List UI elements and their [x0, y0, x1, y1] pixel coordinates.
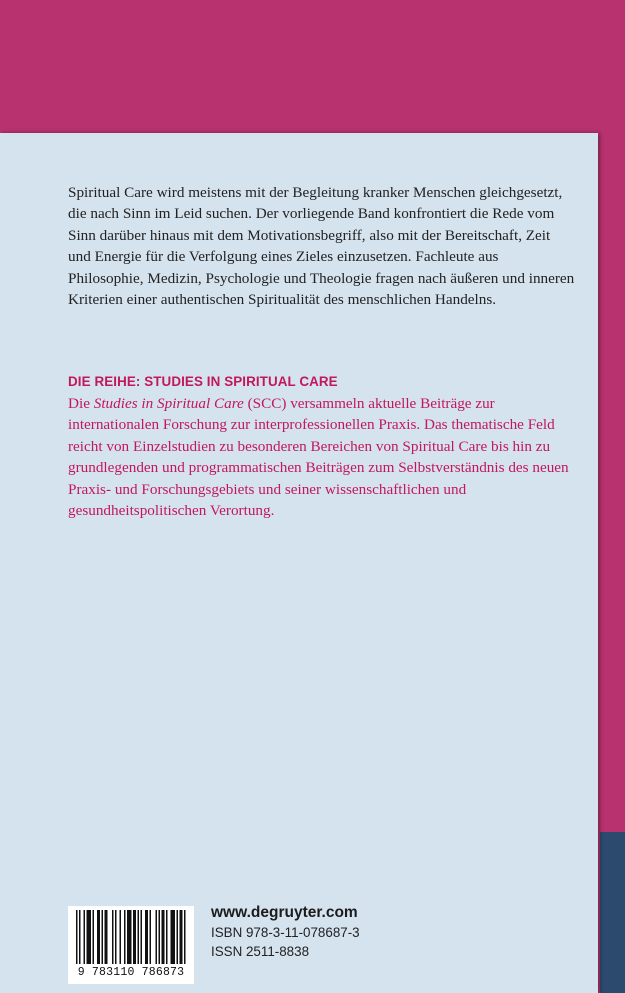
barcode-bar	[105, 910, 108, 964]
barcode-bars	[68, 906, 194, 968]
barcode-bar	[184, 910, 186, 964]
barcode-digits: 9 783110 786873	[77, 966, 185, 979]
barcode-bar	[180, 910, 183, 964]
series-description	[68, 393, 580, 521]
publisher-url[interactable]: www.degruyter.com	[211, 904, 358, 921]
barcode-bar	[177, 910, 179, 964]
barcode-bar	[115, 910, 117, 964]
series-title-italic: Studies in Spiritual Care	[93, 395, 244, 412]
issn-number: ISSN 2511-8838	[211, 944, 310, 959]
barcode-bar	[97, 910, 100, 964]
barcode-bar	[150, 910, 152, 964]
barcode-bar	[138, 910, 140, 964]
barcode-bar	[141, 910, 143, 964]
navy-accent-strip	[600, 832, 625, 993]
barcode-bar	[79, 910, 81, 964]
barcode-bar	[171, 910, 176, 964]
barcode-bar	[87, 910, 92, 964]
isbn-number: ISBN 978-3-11-078687-3	[211, 925, 360, 940]
series-heading: DIE REIHE: STUDIES IN SPIRITUAL CARE	[68, 374, 338, 389]
barcode-bar	[162, 910, 165, 964]
barcode-bar	[102, 910, 104, 964]
isbn-barcode	[68, 906, 194, 984]
barcode-bar	[145, 910, 148, 964]
barcode-bar	[166, 910, 168, 964]
barcode-bar	[156, 910, 158, 964]
series-text-lead: Die	[68, 395, 94, 412]
barcode-bar	[133, 910, 136, 964]
book-description: Spiritual Care wird meistens mit der Begleitung kranker Menschen gleichgesetzt, die nach Sinn im Leid suchen. Der vorliegende Band konfrontiert die Rede vom Sinn darüber hinaus mit dem Motivationsbegriff, also mit der Bereitschaft, Zeit und Energie für die Verfolgung eines Zieles einzusetzen. Fachleute aus Philosophie, Medizin, Psychologie und Theologie fragen nach äußeren und inneren Kriterien einer authentischen Spiritualität des menschlichen Handelns.	[68, 184, 575, 309]
barcode-bar	[120, 910, 122, 964]
barcode-bar	[93, 910, 95, 964]
barcode-bar	[84, 910, 86, 964]
publisher-info	[211, 903, 360, 961]
barcode-bar	[76, 910, 78, 964]
series-text-rest: (SCC) versammeln aktuelle Beiträge zur internationalen Forschung zur interprofessionellen Praxis. Das thematische Feld reicht von Einzelstudien zu besonderen Bereichen von Spiritual Care bis hin zu grundlegenden und programmatischen Beiträgen zum Selbstverständnis des neuen Praxis- und Forschungsgebiets und seiner wissenschaftlichen und gesundheitspolitischen Verortung.	[68, 395, 569, 520]
barcode-bar	[159, 910, 161, 964]
barcode-bar	[124, 910, 126, 964]
barcode-bar	[127, 910, 132, 964]
barcode-bar	[112, 910, 114, 964]
